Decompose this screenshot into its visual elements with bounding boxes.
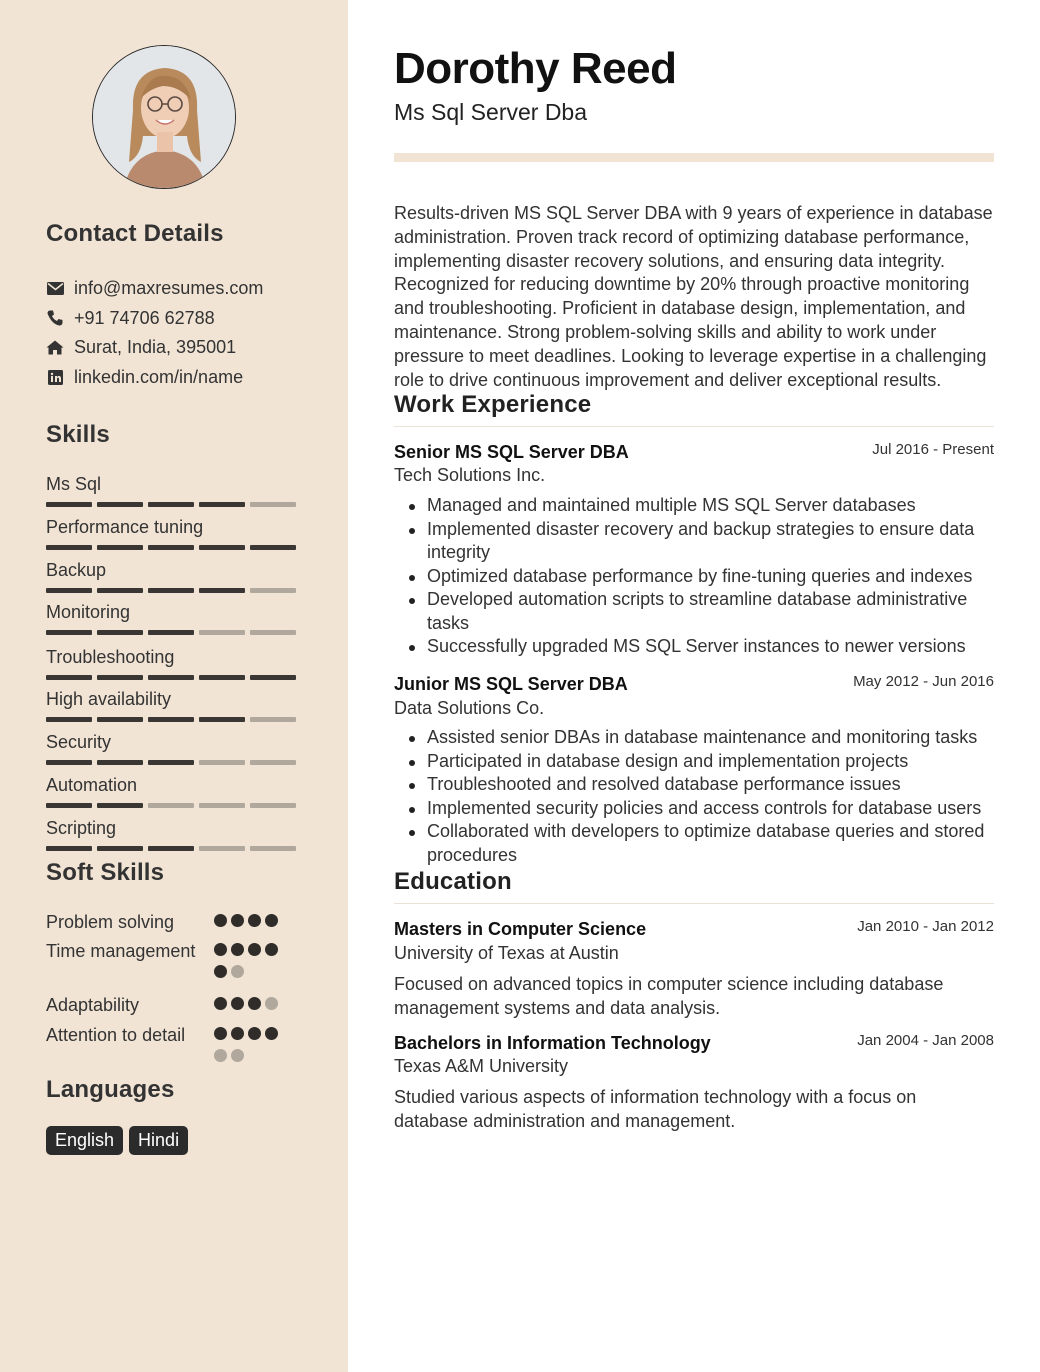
candidate-name: Dorothy Reed [394, 44, 677, 93]
skill-level-segment [97, 588, 143, 593]
skill-name: Scripting [46, 818, 117, 838]
languages-heading: Languages [46, 1076, 175, 1103]
skill-level-segment [97, 803, 143, 808]
soft-skill-rating [214, 943, 294, 978]
education-heading: Education [394, 868, 512, 895]
contact-linkedin[interactable] [46, 366, 243, 388]
home-icon [46, 338, 64, 356]
job-title: Junior MS SQL Server DBA [394, 674, 628, 694]
soft-skill-rating [214, 997, 294, 1010]
rating-dot [231, 965, 244, 978]
rating-dot [248, 1027, 261, 1040]
contact-linkedin-text: linkedin.com/in/name [74, 366, 244, 387]
skill-level-segment [250, 760, 296, 765]
summary-text: Results-driven MS SQL Server DBA with 9 years of experience in database administration. Proven track record of optimizing database performance, implementing disaster recovery solutions, and ensuring data integrity. Recognized for reducing downtime by 20% through proactive monitoring and troubleshooting. Proficient in database design, implementation, and maintenance. Strong problem-solving skills and ability to work under pressure to meet deadlines. Looking to leverage expertise in a challenging role to drive continuous improvement and deliver exceptional results. [394, 203, 993, 390]
degree-description: Studied various aspects of information technology with a focus on database administration and management. [394, 1087, 917, 1131]
skill-level-segment [250, 588, 296, 593]
skill-level-bar [46, 502, 296, 507]
contact-phone[interactable] [46, 307, 215, 329]
list-item: Developed automation scripts to streamline database administrative tasks [394, 588, 994, 635]
skill-level-segment [148, 545, 194, 550]
soft-skills-heading: Soft Skills [46, 859, 165, 886]
skill-name: Performance tuning [46, 517, 204, 537]
sidebar [0, 0, 348, 1372]
section-divider [394, 426, 994, 427]
degree-title: Masters in Computer Science [394, 919, 647, 939]
work-experience-heading: Work Experience [394, 391, 592, 418]
language-badge: English [46, 1126, 123, 1155]
contact-email[interactable] [46, 277, 263, 299]
list-item: Optimized database performance by fine-tuning queries and indexes [394, 565, 994, 589]
skill-level-segment [148, 588, 194, 593]
rating-dot [214, 997, 227, 1010]
rating-dot [214, 1049, 227, 1062]
skill-level-bar [46, 630, 296, 635]
skill-level-segment [199, 717, 245, 722]
skill-level-segment [250, 846, 296, 851]
skill-level-segment [199, 803, 245, 808]
soft-skill-rating [214, 1027, 294, 1062]
school-name: University of Texas at Austin [394, 943, 619, 963]
skill-name: Monitoring [46, 602, 131, 622]
skill-level-segment [46, 588, 92, 593]
skill-level-segment [199, 588, 245, 593]
soft-skill-name: Attention to detail [46, 1025, 186, 1045]
rating-dot [248, 943, 261, 956]
rating-dot [231, 914, 244, 927]
soft-skill-rating [214, 914, 294, 927]
list-item: Participated in database design and implementation projects [394, 750, 994, 774]
skill-level-bar [46, 675, 296, 680]
skill-level-segment [46, 630, 92, 635]
skill-level-segment [46, 502, 92, 507]
skill-level-bar [46, 846, 296, 851]
linkedin-icon [46, 368, 64, 386]
school-name: Texas A&M University [394, 1056, 569, 1076]
skill-level-segment [148, 502, 194, 507]
soft-skill-name: Adaptability [46, 995, 140, 1015]
skill-level-segment [148, 675, 194, 680]
profile-photo [93, 46, 236, 189]
skill-level-segment [46, 846, 92, 851]
skill-level-segment [46, 803, 92, 808]
job-company: Data Solutions Co. [394, 698, 545, 718]
rating-dot [214, 1027, 227, 1040]
degree-dates: Jan 2010 - Jan 2012 [857, 918, 994, 935]
skill-level-segment [148, 846, 194, 851]
job-title: Senior MS SQL Server DBA [394, 442, 629, 462]
skill-level-segment [250, 630, 296, 635]
rating-dot [231, 997, 244, 1010]
skill-level-segment [46, 760, 92, 765]
degree-title: Bachelors in Information Technology [394, 1033, 711, 1053]
skill-name: Troubleshooting [46, 647, 175, 667]
skill-name: Security [46, 732, 112, 752]
skill-level-segment [199, 545, 245, 550]
contact-heading: Contact Details [46, 220, 224, 247]
skill-level-segment [97, 760, 143, 765]
rating-dot [214, 943, 227, 956]
skill-level-segment [199, 675, 245, 680]
degree-description: Focused on advanced topics in computer science including database management systems and data analysis. [394, 974, 944, 1018]
skill-level-segment [148, 630, 194, 635]
contact-email-text: info@maxresumes.com [74, 277, 264, 298]
skill-level-segment [97, 717, 143, 722]
skill-level-segment [199, 846, 245, 851]
rating-dot [248, 997, 261, 1010]
skill-level-segment [250, 502, 296, 507]
rating-dot [265, 914, 278, 927]
skill-level-bar [46, 588, 296, 593]
skill-level-segment [46, 675, 92, 680]
job-bullets [394, 494, 994, 659]
job-dates: Jul 2016 - Present [872, 441, 994, 458]
list-item: Troubleshooted and resolved database performance issues [394, 773, 994, 797]
skill-name: High availability [46, 689, 172, 709]
rating-dot [231, 1049, 244, 1062]
degree-dates: Jan 2004 - Jan 2008 [857, 1032, 994, 1049]
skill-level-segment [199, 630, 245, 635]
rating-dot [265, 997, 278, 1010]
job-company: Tech Solutions Inc. [394, 465, 546, 485]
avatar [92, 45, 236, 189]
contact-address-text: Surat, India, 395001 [74, 336, 237, 357]
rating-dot [214, 914, 227, 927]
languages-list [46, 1126, 188, 1155]
soft-skill-name: Time management [46, 941, 196, 961]
job-bullets [394, 726, 994, 867]
skill-level-bar [46, 717, 296, 722]
skill-level-segment [97, 846, 143, 851]
rating-dot [265, 1027, 278, 1040]
skill-level-segment [97, 630, 143, 635]
rating-dot [231, 1027, 244, 1040]
skill-name: Backup [46, 560, 107, 580]
rating-dot [214, 965, 227, 978]
contact-phone-text: +91 74706 62788 [74, 307, 215, 328]
list-item: Implemented disaster recovery and backup strategies to ensure data integrity [394, 518, 994, 565]
list-item: Implemented security policies and access controls for database users [394, 797, 994, 821]
rating-dot [231, 943, 244, 956]
skill-level-segment [250, 803, 296, 808]
list-item: Managed and maintained multiple MS SQL Server databases [394, 494, 994, 518]
contact-address [46, 336, 236, 358]
skill-level-segment [148, 803, 194, 808]
list-item: Successfully upgraded MS SQL Server instances to newer versions [394, 635, 994, 659]
skill-level-segment [46, 545, 92, 550]
candidate-title: Ms Sql Server Dba [394, 99, 588, 125]
skill-level-segment [148, 760, 194, 765]
skill-level-segment [199, 502, 245, 507]
skill-level-segment [97, 502, 143, 507]
phone-icon [46, 309, 64, 327]
skill-level-segment [250, 545, 296, 550]
skills-heading: Skills [46, 421, 110, 448]
section-divider [394, 903, 994, 904]
skill-name: Ms Sql [46, 474, 102, 494]
rating-dot [265, 943, 278, 956]
language-badge: Hindi [129, 1126, 188, 1155]
skill-level-segment [199, 760, 245, 765]
list-item: Collaborated with developers to optimize database queries and stored procedures [394, 820, 994, 867]
skill-level-segment [97, 545, 143, 550]
envelope-icon [46, 279, 64, 297]
skill-level-segment [250, 675, 296, 680]
skill-level-segment [46, 717, 92, 722]
skill-level-segment [148, 717, 194, 722]
skill-name: Automation [46, 775, 138, 795]
header-divider [394, 153, 994, 162]
skill-level-bar [46, 760, 296, 765]
job-dates: May 2012 - Jun 2016 [853, 673, 994, 690]
soft-skill-name: Problem solving [46, 912, 175, 932]
list-item: Assisted senior DBAs in database maintenance and monitoring tasks [394, 726, 994, 750]
skill-level-bar [46, 545, 296, 550]
skill-level-bar [46, 803, 296, 808]
skill-level-segment [250, 717, 296, 722]
rating-dot [248, 914, 261, 927]
skill-level-segment [97, 675, 143, 680]
